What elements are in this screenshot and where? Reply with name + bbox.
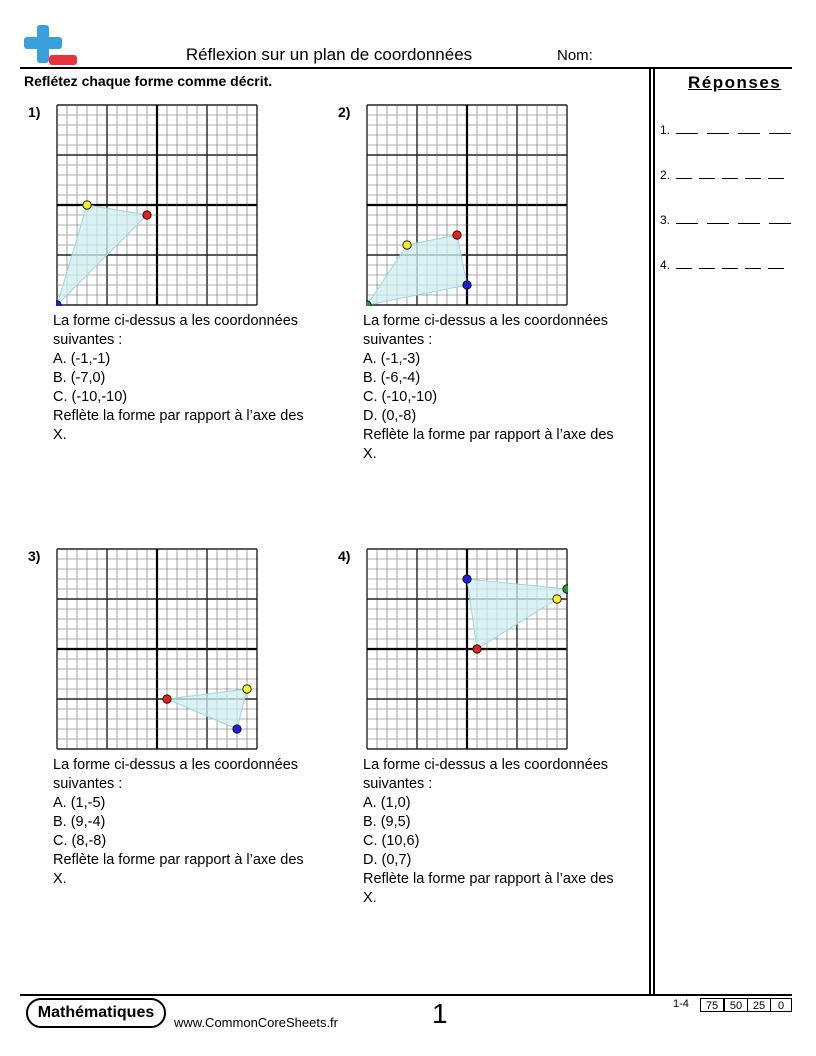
problem-text-line: X. [53,871,67,887]
problem-text-line: C. (-10,-10) [53,389,128,405]
answer-blank[interactable] [699,258,715,269]
vertex-point-d [463,575,471,583]
problem-text [53,756,338,889]
name-label: Nom: [557,47,593,64]
answer-line[interactable] [660,123,791,137]
answer-number: 1. [660,123,671,137]
answer-blank[interactable] [738,213,760,224]
answer-line[interactable] [660,213,791,227]
instructions: Reflétez chaque forme comme décrit. [24,73,273,89]
problem-text-line: suivantes : [363,332,433,348]
problem-text-line: B. (9,5) [363,814,411,830]
problem-text [363,312,648,464]
problem-text-line: suivantes : [53,776,123,792]
problem-text-line: C. (10,6) [363,833,420,849]
problem-text [53,312,338,445]
problem-text-line: D. (0,7) [363,852,412,868]
answer-number: 3. [660,213,671,227]
shape-polygon [367,235,467,305]
problem-text-line: Reflète la forme par rapport à l’axe des [363,871,614,887]
problem-text-line: B. (-7,0) [53,370,106,386]
vertex-point-b [243,685,251,693]
vertex-point-d [463,281,471,289]
page-number: 1 [432,998,448,1029]
problem-text-line: La forme ci-dessus a les coordonnées [53,757,299,773]
problem-number: 2) [338,104,351,120]
vertex-point-a [453,231,461,239]
site-url[interactable]: www.CommonCoreSheets.fr [174,1015,338,1030]
problem-number: 4) [338,548,351,564]
answer-number: 2. [660,168,671,182]
score-box: 25 [747,998,771,1012]
answer-blank[interactable] [676,168,692,179]
vertex-point-a [473,645,481,653]
problem-text-line: Reflète la forme par rapport à l’axe des [53,852,304,868]
problem-text-line: La forme ci-dessus a les coordonnées [363,313,609,329]
answer-column-divider-left [649,67,651,995]
vertex-point-c [563,585,568,593]
problem-text-line: suivantes : [363,776,433,792]
vertex-point-b [553,595,561,603]
answer-blank[interactable] [707,123,729,134]
answer-blank[interactable] [745,168,761,179]
vertex-point-a [143,211,151,219]
answer-blank[interactable] [699,168,715,179]
answer-number: 4. [660,258,671,272]
problem-text-line: B. (9,-4) [53,814,106,830]
answer-column-divider-right [653,67,655,995]
answer-blank[interactable] [676,123,698,134]
answer-line[interactable] [660,258,784,272]
header-rule [20,67,792,69]
problem-text-line: A. (-1,-3) [363,351,421,367]
problem-text-line: A. (-1,-1) [53,351,111,367]
problem-text-line: B. (-6,-4) [363,370,421,386]
answers-title: Réponses [688,73,782,92]
coordinate-grid [366,548,568,750]
coordinate-grid [56,104,258,306]
problem-text-line: Reflète la forme par rapport à l’axe des [53,408,304,424]
problem-text-line: A. (1,0) [363,795,411,811]
problem-range: 1-4 [673,998,689,1010]
problem-text-line: X. [363,446,377,462]
answer-line[interactable] [660,168,784,182]
vertex-point-b [83,201,91,209]
problem-text-line: La forme ci-dessus a les coordonnées [53,313,299,329]
score-box: 0 [770,998,792,1012]
coordinate-grid [56,548,258,750]
score-box: 75 [700,998,724,1012]
problem-number: 3) [28,548,41,564]
coordinate-grid [366,104,568,306]
answer-blank[interactable] [722,258,738,269]
score-box: 50 [724,998,748,1012]
problem-text-line: C. (-10,-10) [363,389,438,405]
problem-text-line: C. (8,-8) [53,833,107,849]
answer-blank[interactable] [738,123,760,134]
footer-rule [20,994,792,996]
problem-text-line: X. [53,427,67,443]
answer-blank[interactable] [722,168,738,179]
vertex-point-b [403,241,411,249]
problem-text-line: Reflète la forme par rapport à l’axe des [363,427,614,443]
problem-text-line: suivantes : [53,332,123,348]
subject-badge: Mathématiques [26,998,166,1028]
problem-number: 1) [28,104,41,120]
vertex-point-a [163,695,171,703]
answer-blank[interactable] [768,168,784,179]
answer-blank[interactable] [745,258,761,269]
answer-blank[interactable] [769,213,791,224]
problem-text-line: A. (1,-5) [53,795,106,811]
problem-text-line: D. (0,-8) [363,408,417,424]
answer-blank[interactable] [707,213,729,224]
problem-text [363,756,648,908]
answer-blank[interactable] [676,213,698,224]
page-title: Réflexion sur un plan de coordonnées [185,45,473,64]
vertex-point-c [233,725,241,733]
answer-blank[interactable] [769,123,791,134]
problem-text-line: X. [363,890,377,906]
problem-text-line: La forme ci-dessus a les coordonnées [363,757,609,773]
answer-blank[interactable] [676,258,692,269]
answer-blank[interactable] [768,258,784,269]
